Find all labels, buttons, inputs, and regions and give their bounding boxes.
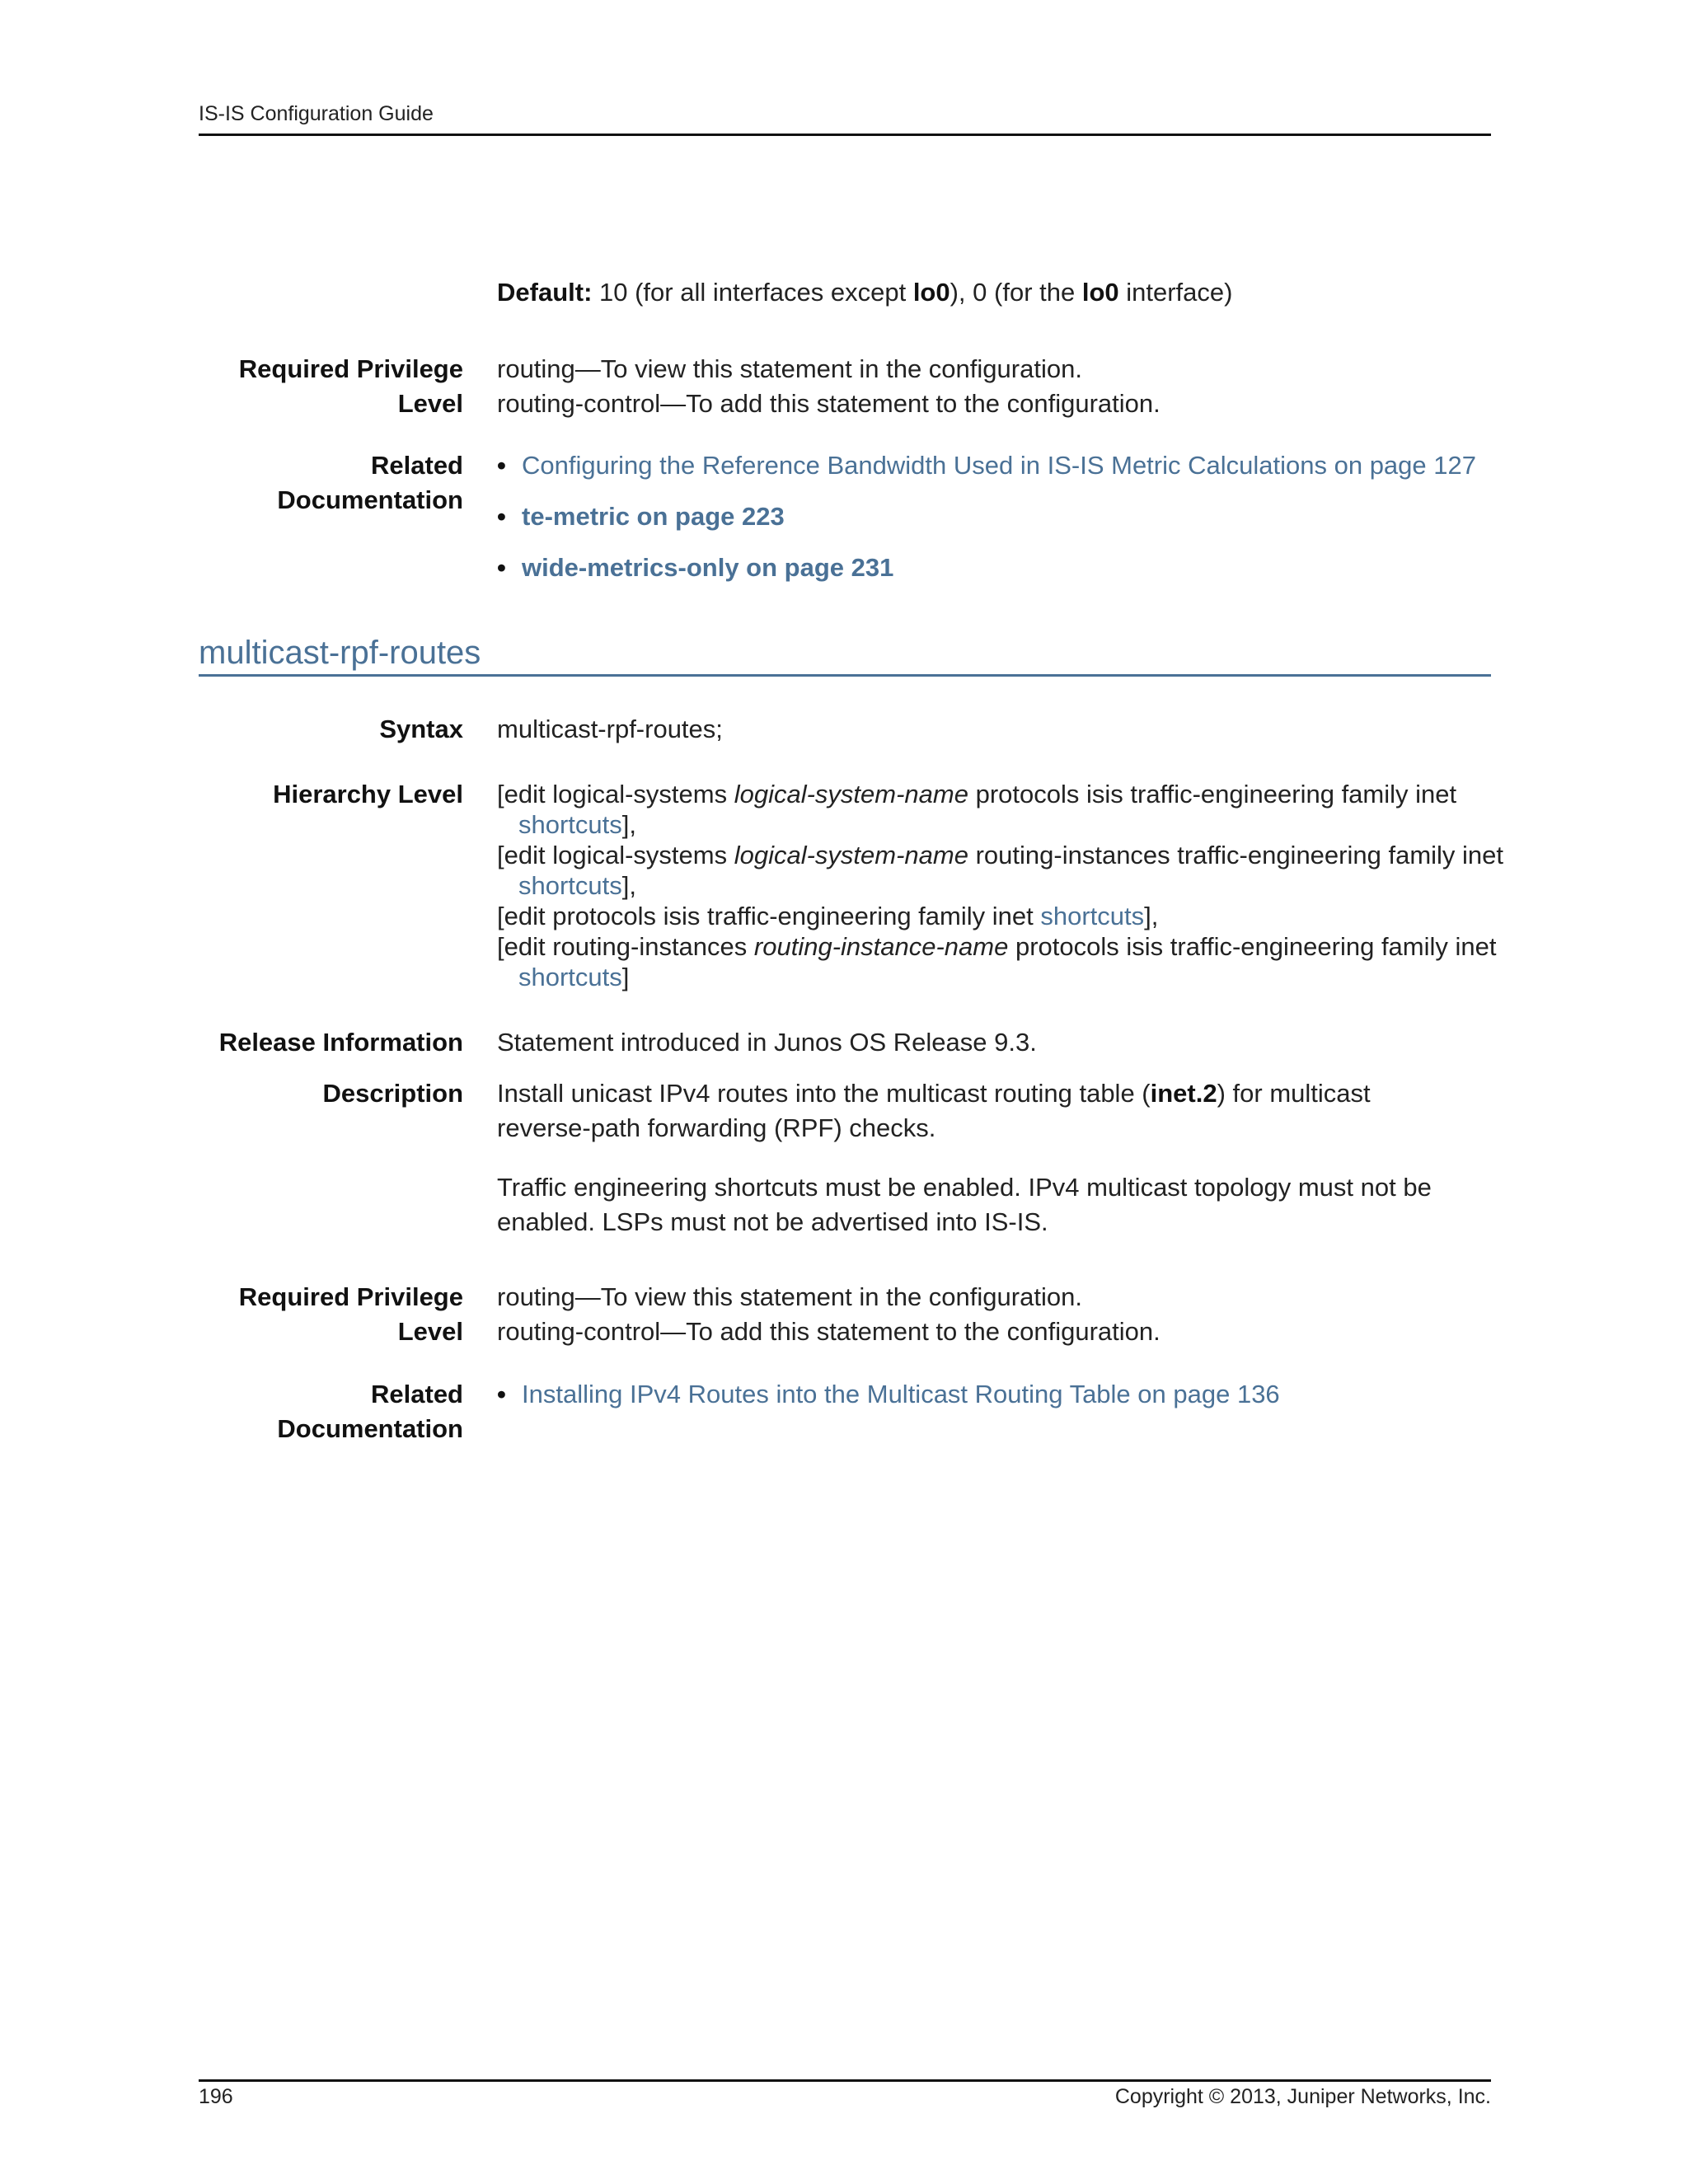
privilege-line: routing-control—To add this statement to the configuration. [497,1317,1160,1346]
release-value: Statement introduced in Junos OS Release 9.3. [497,1028,1037,1057]
related-doc-label [199,1377,463,1446]
page-number: 196 [199,2085,233,2108]
shortcuts-link[interactable]: shortcuts [518,810,622,839]
label-line: Documentation [277,1414,463,1443]
section-rule [199,674,1491,677]
description-text [497,1076,1498,1240]
bullet: • [497,451,506,480]
list-item [497,1377,1498,1412]
description-line: Install unicast IPv4 routes into the multicast routing table (inet.2) for multicast [497,1079,1371,1108]
syntax-value: multicast-rpf-routes; [497,715,723,743]
list-item [497,499,1498,534]
shortcuts-link[interactable]: shortcuts [1040,902,1145,930]
copyright: Copyright © 2013, Juniper Networks, Inc. [1114,2085,1491,2108]
list-item [497,448,1498,483]
shortcuts-link[interactable]: shortcuts [518,963,622,991]
related-link[interactable]: te-metric on page 223 [522,502,785,531]
hierarchy-line: [edit logical-systems logical-system-name routing-instances traffic-engineering family inet [497,841,1504,869]
label-line: Level [397,389,463,418]
related-link[interactable]: wide-metrics-only on page 231 [522,553,894,582]
description-label: Description [322,1079,463,1108]
hierarchy-line: shortcuts], [518,871,637,900]
footer-rule [199,2079,1491,2082]
default-code: lo0 [912,278,950,307]
default-line [497,275,1498,310]
related-link[interactable]: Configuring the Reference Bandwidth Used in IS-IS Metric Calculations on page 127 [522,451,1476,480]
privilege-label [199,352,463,421]
hierarchy-line: shortcuts], [518,810,637,839]
header-rule [199,134,1491,136]
hierarchy-line: [edit protocols isis traffic-engineering family inet shortcuts], [497,902,1159,930]
label-line: Required Privilege [238,1282,463,1311]
bullet: • [497,502,506,531]
shortcuts-link[interactable]: shortcuts [518,871,622,900]
related-doc-list [497,1377,1498,1428]
privilege-line: routing—To view this statement in the configuration. [497,1282,1082,1311]
hierarchy-label: Hierarchy Level [273,780,463,808]
label-line: Level [397,1317,463,1346]
bullet: • [497,1380,506,1408]
description-line: Traffic engineering shortcuts must be enabled. IPv4 multicast topology must not be [497,1173,1432,1202]
hierarchy-line: [edit routing-instances routing-instance-name protocols isis traffic-engineering family inet [497,932,1497,961]
section-title: multicast-rpf-routes [199,635,481,671]
related-link[interactable]: Installing IPv4 Routes into the Multicast Routing Table on page 136 [522,1380,1280,1408]
description-line: enabled. LSPs must not be advertised into IS-IS. [497,1207,1048,1236]
related-doc-label [199,448,463,518]
related-doc-list [497,448,1498,602]
syntax-label: Syntax [379,715,463,743]
bullet: • [497,553,506,582]
default-text: 10 (for all interfaces except [599,278,913,307]
privilege-line: routing-control—To add this statement to the configuration. [497,389,1160,418]
release-label: Release Information [218,1028,463,1057]
hierarchy-text [497,779,1504,992]
list-item [497,551,1498,585]
description-line: reverse-path forwarding (RPF) checks. [497,1113,936,1142]
default-label: Default: [497,278,593,307]
privilege-text [497,1280,1498,1349]
label-line: Related [371,451,463,480]
label-line: Documentation [277,485,463,514]
privilege-text [497,352,1498,421]
running-header: IS-IS Configuration Guide [199,102,434,125]
privilege-label [199,1280,463,1349]
hierarchy-line: [edit logical-systems logical-system-name protocols isis traffic-engineering family inet [497,780,1457,808]
hierarchy-line: shortcuts] [518,963,630,991]
privilege-line: routing—To view this statement in the configuration. [497,354,1082,383]
label-line: Required Privilege [238,354,463,383]
default-text: ), 0 (for the [950,278,1082,307]
label-line: Related [371,1380,463,1408]
default-text: interface) [1118,278,1233,307]
default-code: lo0 [1081,278,1119,307]
